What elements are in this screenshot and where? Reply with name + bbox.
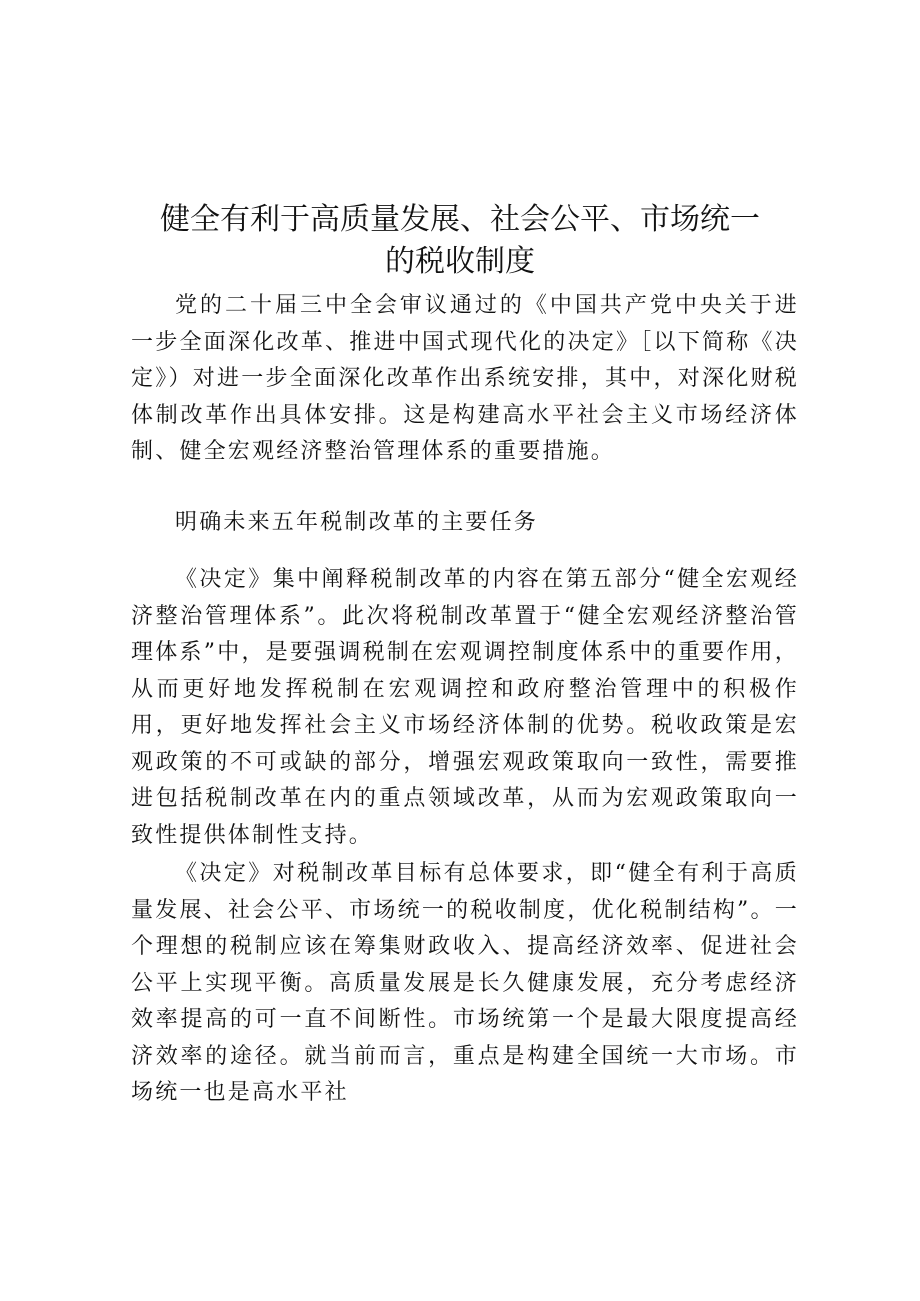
paragraph-third: 《决定》对税制改革目标有总体要求，即“健全有利于高质量发展、社会公平、市场统一的税收制度，优化税制结构”。一个理想的税制应该在筹集财政收入、提高经济效率、促进社会公平上实现平衡。高质量发展是长久健康发展，充分考虑经济效率提高的可一直不间断性。市场统第一个是最大限度提高经济效率的途径。就当前而言，重点是构建全国统一大市场。市场统一也是高水平社 (131, 861, 799, 1105)
document-title-line2: 的税收制度 (385, 244, 535, 279)
paragraph-second: 《决定》集中阐释税制改革的内容在第五部分“健全宏观经济整治管理体系”。此次将税制改革置于“健全宏观经济整治管理体系”中，是要强调税制在宏观调控制度体系中的重要作用，从而更好地发挥税制在宏观调控和政府整治管理中的积极作用，更好地发挥社会主义市场经济体制的优势。税收政策是宏观政策的不可或缺的部分，增强宏观政策取向一致性，需要推进包括税制改革在内的重点领域改革，从而为宏观政策取向一致性提供体制性支持。 (131, 567, 799, 848)
paragraph-intro: 党的二十届三中全会审议通过的《中国共产党中央关于进一步全面深化改革、推进中国式现代化的决定》［以下简称《决定》）对进一步全面深化改革作出系统安排，其中，对深化财税体制改革作出具体安排。这是构建高水平社会主义市场经济体制、健全宏观经济整治管理体系的重要措施。 (131, 293, 799, 464)
section-heading: 明确未来五年税制改革的主要任务 (175, 510, 539, 535)
document-title-line1: 健全有利于高质量发展、社会公平、市场统一 (160, 202, 760, 237)
